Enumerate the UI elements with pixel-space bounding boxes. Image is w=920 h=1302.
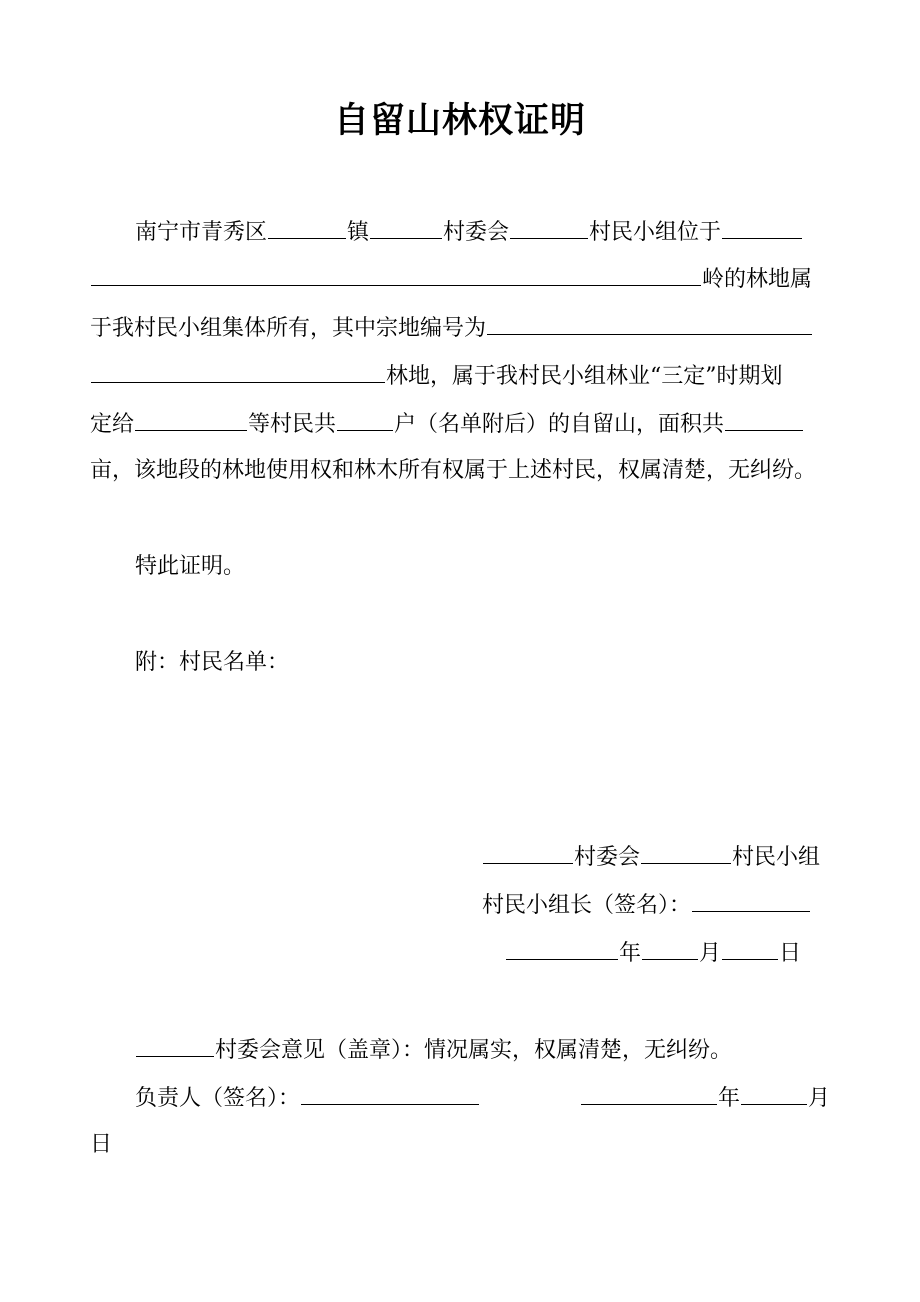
- woodland-text: 林地，属于我村民小组林业“三定”时期划: [386, 364, 783, 389]
- rights-statement: 亩，该地段的林地使用权和林木所有权属于上述村民，权属清楚，无纠纷。: [90, 458, 817, 483]
- committee-date-line: [580, 1082, 830, 1112]
- signature-day-label: 日: [779, 941, 802, 966]
- paragraph-line-5: [90, 408, 804, 438]
- committee-year-blank[interactable]: [581, 1082, 717, 1105]
- committee-day-label: 日: [90, 1132, 113, 1157]
- signature-group-blank[interactable]: [641, 841, 731, 864]
- village-committee-blank[interactable]: [370, 216, 442, 239]
- location-blank[interactable]: [722, 216, 802, 239]
- parcel-number-blank[interactable]: [487, 312, 812, 335]
- signature-day-blank[interactable]: [722, 937, 778, 960]
- location-continued-blank[interactable]: [91, 263, 701, 286]
- paragraph-line-1: [135, 216, 803, 246]
- attachment-label: 附：村民名单：: [135, 650, 290, 675]
- group-leader-label: 村民小组长（签名）：: [482, 893, 692, 918]
- assigned-to-label: 定给: [90, 412, 135, 437]
- household-count-blank[interactable]: [337, 408, 393, 431]
- signature-month-label: 月: [699, 941, 722, 966]
- ownership-text: 于我村民小组集体所有，其中宗地编号为: [90, 316, 487, 341]
- villager-group-blank[interactable]: [510, 216, 588, 239]
- paragraph-line-2: [90, 263, 812, 293]
- signature-org-line: [482, 841, 820, 871]
- responsible-person-label: 负责人（签名）：: [135, 1086, 301, 1111]
- committee-opinion-line: [135, 1034, 732, 1064]
- signature-village-blank[interactable]: [483, 841, 573, 864]
- parcel-number-continued-blank[interactable]: [91, 360, 385, 383]
- signature-date-line: [505, 937, 801, 967]
- paragraph-line-4: [90, 360, 783, 390]
- signature-village-committee-label: 村委会: [574, 845, 641, 870]
- town-blank[interactable]: [268, 216, 346, 239]
- household-text: 户（名单附后）的自留山，面积共: [394, 412, 725, 437]
- signature-month-blank[interactable]: [642, 937, 698, 960]
- town-label: 镇: [347, 220, 370, 245]
- group-leader-line: [482, 889, 811, 919]
- responsible-person-line: [135, 1082, 480, 1112]
- signature-year-label: 年: [619, 941, 642, 966]
- villagers-total-label: 等村民共: [248, 412, 337, 437]
- committee-month-blank[interactable]: [741, 1082, 807, 1105]
- signature-group-label: 村民小组: [732, 845, 821, 870]
- villager-names-blank[interactable]: [135, 408, 247, 431]
- area-blank[interactable]: [725, 408, 803, 431]
- villager-group-label: 村民小组位于: [589, 220, 722, 245]
- group-leader-signature-blank[interactable]: [692, 889, 810, 912]
- committee-opinion-text: 村委会意见（盖章）：情况属实，权属清楚，无纠纷。: [215, 1038, 733, 1063]
- village-committee-label: 村委会: [443, 220, 510, 245]
- responsible-signature-blank[interactable]: [301, 1082, 479, 1105]
- document-title: 自留山林权证明: [333, 101, 586, 141]
- paragraph-line-3: [90, 312, 813, 342]
- paragraph-line-6: [90, 456, 816, 486]
- committee-name-blank[interactable]: [136, 1034, 214, 1057]
- committee-month-label: 月: [808, 1086, 831, 1111]
- committee-year-label: 年: [718, 1086, 741, 1111]
- ridge-label: 岭的林地属: [702, 267, 813, 292]
- certify-text: 特此证明。: [135, 554, 246, 579]
- district-label: 南宁市青秀区: [135, 220, 268, 245]
- signature-year-blank[interactable]: [506, 937, 618, 960]
